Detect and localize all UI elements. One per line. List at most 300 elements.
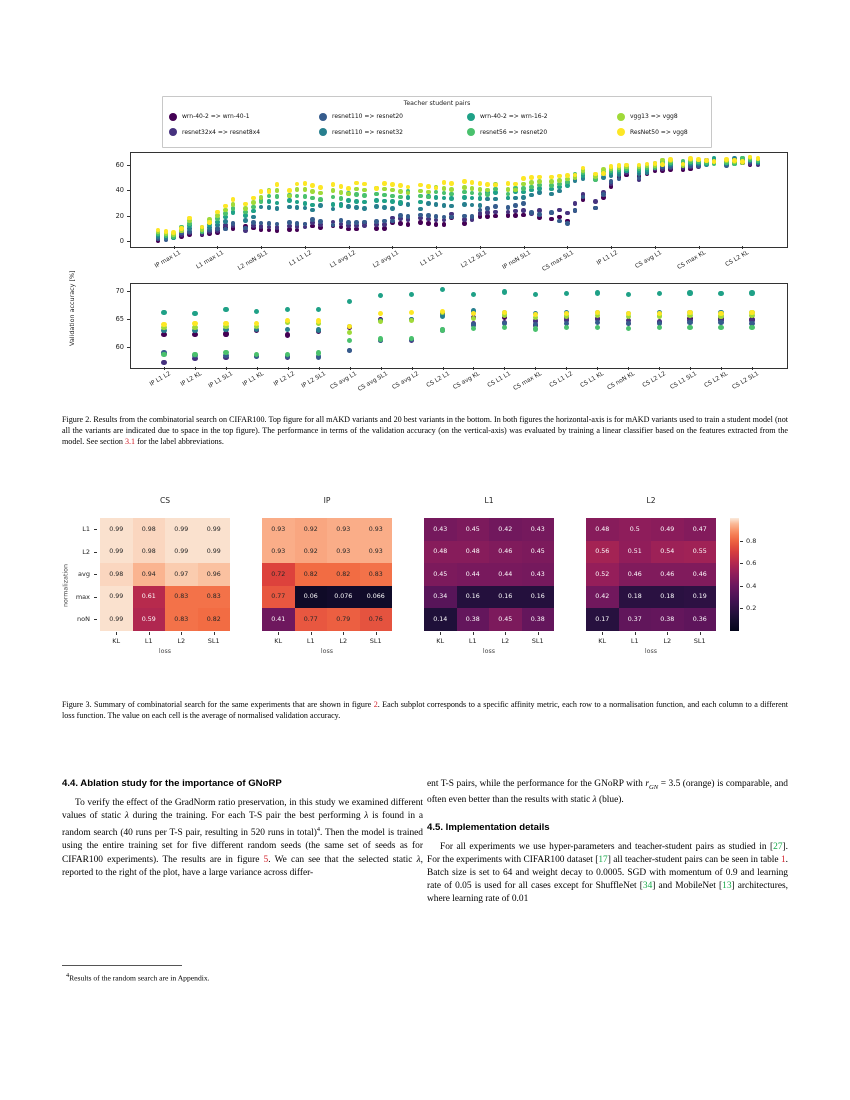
- data-point: [564, 311, 569, 316]
- data-point: [382, 205, 387, 210]
- legend-color-swatch: [169, 128, 177, 136]
- heatmap-x-axis-label: loss: [320, 647, 334, 655]
- data-point: [406, 214, 411, 219]
- heatmap-cell: 0.51: [619, 541, 652, 564]
- heatmap-cell: 0.16: [457, 586, 490, 609]
- data-point: [617, 163, 622, 168]
- heatmap-x-tick-mark: [376, 632, 377, 635]
- data-point: [251, 215, 256, 220]
- colorbar-tick-mark: [740, 608, 743, 609]
- section-reference[interactable]: 3.1: [124, 437, 136, 447]
- x-tick-label: IP L2 L2: [272, 371, 296, 388]
- heatmap-x-tick-mark: [473, 632, 474, 635]
- text-run: For all experiments we use hyper-parameters and teacher-student pairs as studied in [: [440, 842, 774, 853]
- data-point: [462, 221, 467, 226]
- x-tick-label: CS avg SL1: [356, 371, 389, 393]
- heatmap-cell: 0.83: [165, 608, 198, 631]
- data-point: [354, 181, 359, 186]
- data-point: [521, 186, 526, 191]
- data-point: [303, 187, 308, 192]
- data-point: [593, 206, 598, 211]
- data-point: [398, 200, 403, 205]
- text-run: To verify the effect of the GradNorm ratio preservation, in this study we examined different values of static: [62, 798, 423, 822]
- heatmap-cell: 0.16: [522, 586, 555, 609]
- heatmap-cell: 0.72: [262, 563, 295, 586]
- paragraph-4-4: [62, 797, 423, 880]
- heatmap-cell: 0.98: [133, 541, 166, 564]
- heatmap-x-tick-mark: [538, 632, 539, 635]
- heatmap-cell: 0.54: [651, 541, 684, 564]
- caption-text: Figure 2. Results from the combinatorial search on CIFAR100. Top figure for all mAKD variants and 20 best variants in the bottom. In both figures the horizontal-axis is for mAKD variants used to train a student model (not all the variants are indicated due to space in the top figure). The performance in terms of the validation accuracy (on the vertical-axis) was evaluated by training a linear classifier based on the features extracted from the model. See section: [62, 415, 788, 447]
- citation-17[interactable]: 17: [598, 855, 608, 866]
- heatmap-cell: 0.99: [165, 518, 198, 541]
- data-point: [362, 200, 367, 205]
- data-point: [485, 206, 490, 211]
- x-tick-mark: [381, 367, 382, 370]
- heatmap-x-tick-mark: [116, 632, 117, 635]
- data-point: [223, 204, 228, 209]
- x-tick-label: CS L2 L2: [641, 371, 668, 390]
- data-point: [533, 312, 538, 317]
- data-point: [426, 221, 431, 226]
- heatmap-cell: 0.44: [457, 563, 490, 586]
- caption-text: . Each subplot corresponds to a specific affinity metric, each row to a normalisation function, and each column to a different loss function. The value on each cell is the average of normalised validation accuracy.: [62, 700, 788, 721]
- data-point: [275, 201, 280, 206]
- data-point: [339, 184, 344, 189]
- footnote-marker[interactable]: 4: [316, 826, 320, 834]
- data-point: [318, 191, 323, 196]
- data-point: [493, 187, 498, 192]
- data-point: [295, 221, 300, 226]
- data-point: [287, 194, 292, 199]
- text-run: , reported to the right of the plot, have a large variance across differ-: [62, 854, 423, 878]
- y-tick-label: 40: [115, 186, 124, 195]
- x-tick-label: L2 L2 SL1: [460, 250, 488, 270]
- y-tick-mark: [127, 216, 130, 217]
- heatmap-cell: 0.82: [198, 608, 231, 631]
- data-point: [478, 196, 483, 201]
- data-point: [331, 202, 336, 207]
- x-tick-label: L2 noN SL1: [237, 250, 270, 272]
- heatmap-cell: 0.98: [133, 518, 166, 541]
- heatmap-x-tick-mark: [278, 632, 279, 635]
- data-point: [549, 210, 554, 215]
- data-point: [502, 325, 507, 330]
- heatmap-cell: 0.41: [262, 608, 295, 631]
- x-tick-mark: [721, 367, 722, 370]
- heatmap-y-tick-mark: [94, 552, 97, 553]
- heatmap-cell: 0.47: [684, 518, 717, 541]
- footnote-text: [66, 971, 426, 984]
- paragraph-4-5: [427, 841, 788, 906]
- legend-column: [169, 111, 319, 138]
- x-tick-mark: [752, 367, 753, 370]
- data-point: [347, 348, 352, 353]
- data-point: [749, 325, 754, 330]
- x-tick-mark: [349, 246, 350, 249]
- legend-color-swatch: [617, 128, 625, 136]
- x-tick-mark: [436, 246, 437, 249]
- data-point: [316, 318, 321, 323]
- data-point: [418, 207, 423, 212]
- data-point: [374, 198, 379, 203]
- legend-label: wrn-40-2 => wrn-16-2: [480, 113, 548, 120]
- data-point: [529, 210, 534, 215]
- data-point: [354, 205, 359, 210]
- data-point: [251, 196, 256, 201]
- data-point: [718, 311, 723, 316]
- data-point: [179, 226, 184, 231]
- figure-2: [62, 96, 788, 396]
- legend-item[interactable]: [617, 127, 709, 138]
- data-point: [223, 307, 228, 312]
- heatmap-cell: 0.48: [457, 541, 490, 564]
- legend-item[interactable]: [169, 127, 319, 138]
- data-point: [418, 183, 423, 188]
- data-point: [756, 156, 761, 161]
- heatmap-y-tick-mark: [94, 574, 97, 575]
- data-point: [287, 205, 292, 210]
- data-point: [513, 213, 518, 218]
- data-point: [442, 186, 447, 191]
- heatmap-title-l1: L1: [484, 496, 494, 505]
- x-tick-mark: [305, 246, 306, 249]
- data-point: [275, 206, 280, 211]
- heatmap-cell: 0.38: [522, 608, 555, 631]
- heatmap-cell: 0.99: [100, 608, 133, 631]
- data-point: [223, 331, 228, 336]
- x-tick-mark: [350, 367, 351, 370]
- data-point: [318, 203, 323, 208]
- data-point: [521, 208, 526, 213]
- legend-color-swatch: [467, 113, 475, 121]
- data-point: [449, 187, 454, 192]
- x-tick-mark: [217, 246, 218, 249]
- data-point: [595, 290, 600, 295]
- text-run: during the training. For each T-S pair the best performing: [128, 811, 365, 822]
- data-point: [593, 199, 598, 204]
- data-point: [718, 325, 723, 330]
- data-point: [378, 311, 383, 316]
- data-point: [346, 198, 351, 203]
- data-point: [362, 206, 367, 211]
- heatmap-cell: 0.61: [133, 586, 166, 609]
- data-point: [549, 179, 554, 184]
- data-point: [565, 221, 570, 226]
- data-point: [626, 326, 631, 331]
- data-point: [595, 325, 600, 330]
- heatmap-col-label: SL1: [369, 636, 382, 645]
- heatmap-cell: 0.99: [100, 586, 133, 609]
- data-point: [295, 205, 300, 210]
- heatmap-cell: 0.18: [619, 586, 652, 609]
- data-point: [223, 350, 228, 355]
- data-point: [557, 208, 562, 213]
- x-tick-mark: [443, 367, 444, 370]
- data-point: [231, 197, 236, 202]
- text-run: (orange) is comparable, and often even better than the results with static: [427, 779, 788, 805]
- legend-color-swatch: [467, 128, 475, 136]
- heatmap-cell: 0.36: [684, 608, 717, 631]
- data-point: [565, 173, 570, 178]
- y-tick-mark: [127, 165, 130, 166]
- heatmap-cell: 0.44: [489, 563, 522, 586]
- data-point: [657, 311, 662, 316]
- data-point: [287, 188, 292, 193]
- data-point: [687, 310, 692, 315]
- heatmap-cell: 0.46: [619, 563, 652, 586]
- x-tick-label: IP L1 L2: [149, 371, 173, 388]
- text-run: . Batch size is set to 64 and weight decay to 0.0005. SGD with momentum of 0.9 and learning rate of 0.05 is used for all cases except for ShuffleNet [: [427, 855, 788, 892]
- data-point: [243, 218, 248, 223]
- heatmap-cell: 0.16: [489, 586, 522, 609]
- heatmap-cell: 0.37: [619, 608, 652, 631]
- data-point: [287, 220, 292, 225]
- legend-item[interactable]: [617, 111, 709, 122]
- data-point: [354, 199, 359, 204]
- text-run: ] architectures, where learning rate of 0.01: [427, 881, 789, 905]
- data-point: [718, 291, 723, 296]
- section-heading-4-5: 4.5. Implementation details: [427, 822, 550, 834]
- legend-color-swatch: [319, 113, 327, 121]
- legend-label: ResNet50 => vgg8: [630, 128, 688, 136]
- heatmap-cell: 0.46: [489, 541, 522, 564]
- y-tick-mark: [127, 319, 130, 320]
- data-point: [537, 212, 542, 217]
- x-tick-label: CS noN KL: [606, 371, 637, 392]
- heatmap-cell: 0.82: [295, 563, 328, 586]
- heatmap-cell: 0.43: [522, 563, 555, 586]
- data-point: [740, 159, 745, 164]
- x-tick-mark: [195, 367, 196, 370]
- footnote-rule: [62, 965, 182, 966]
- data-point: [267, 189, 272, 194]
- data-point: [462, 190, 467, 195]
- x-tick-mark: [392, 246, 393, 249]
- data-point: [171, 230, 176, 235]
- lambda-symbol: λ: [124, 811, 129, 822]
- heatmap-col-label: KL: [598, 636, 607, 645]
- x-tick-label: IP noN SL1: [501, 250, 532, 271]
- heatmap-cell: 0.43: [522, 518, 555, 541]
- data-point: [310, 189, 315, 194]
- heatmap-cell: 0.49: [651, 518, 684, 541]
- heatmap-col-label: L2: [339, 636, 348, 645]
- legend-item[interactable]: [467, 111, 617, 122]
- caption-text: for the label abbreviations.: [135, 437, 224, 447]
- x-tick-mark: [742, 246, 743, 249]
- heatmap-cell: 0.93: [327, 518, 360, 541]
- data-point: [251, 209, 256, 214]
- data-point: [398, 221, 403, 226]
- data-point: [161, 352, 166, 357]
- data-point: [231, 210, 236, 215]
- heatmap-cell: 0.076: [327, 586, 360, 609]
- heatmap-cell: 0.066: [360, 586, 393, 609]
- data-point: [502, 310, 507, 315]
- y-tick-label: 0: [119, 236, 124, 245]
- data-point: [493, 197, 498, 202]
- data-point: [418, 213, 423, 218]
- text-run: ] all teacher-student pairs can be seen in table: [607, 855, 781, 866]
- heatmap-cell: 0.43: [424, 518, 457, 541]
- heatmap-row-label: max: [75, 592, 90, 601]
- legend-item[interactable]: [319, 111, 467, 122]
- data-point: [426, 190, 431, 195]
- data-point: [267, 221, 272, 226]
- data-point: [668, 157, 673, 162]
- data-point: [609, 179, 614, 184]
- heatmap-col-label: KL: [274, 636, 283, 645]
- data-point: [398, 213, 403, 218]
- x-tick-mark: [288, 367, 289, 370]
- legend-column: [617, 111, 709, 138]
- data-point: [339, 203, 344, 208]
- heatmap-col-label: KL: [436, 636, 445, 645]
- y-tick-label: 20: [115, 211, 124, 220]
- data-point: [251, 220, 256, 225]
- heatmap-cell: 0.83: [165, 586, 198, 609]
- data-point: [493, 204, 498, 209]
- heatmap-cell: 0.18: [651, 586, 684, 609]
- data-point: [749, 290, 754, 295]
- data-point: [462, 179, 467, 184]
- data-point: [442, 203, 447, 208]
- data-point: [537, 179, 542, 184]
- legend-item[interactable]: [319, 127, 467, 138]
- x-tick-mark: [480, 246, 481, 249]
- data-point: [537, 190, 542, 195]
- x-tick-label: CS L2 KL: [724, 250, 751, 269]
- heatmap-cell: 0.42: [586, 586, 619, 609]
- data-point: [513, 203, 518, 208]
- data-point: [398, 189, 403, 194]
- table-reference-1[interactable]: 1: [780, 855, 786, 866]
- x-tick-label: CS avg L1: [634, 250, 663, 270]
- y-tick-mark: [127, 190, 130, 191]
- text-run: = 3.5: [658, 779, 681, 789]
- data-point: [470, 214, 475, 219]
- data-point: [161, 360, 166, 365]
- caption-text: Figure 3. Summary of combinatorial search for the same experiments that are shown in figure: [62, 700, 374, 709]
- heatmap-col-label: L1: [468, 636, 477, 645]
- heatmap-cell: 0.17: [586, 608, 619, 631]
- heatmap-x-tick-mark: [700, 632, 701, 635]
- heatmap-x-tick-mark: [505, 632, 506, 635]
- data-point: [354, 192, 359, 197]
- citation-34[interactable]: 34: [642, 881, 653, 892]
- data-point: [339, 196, 344, 201]
- data-point: [653, 161, 658, 166]
- data-point: [478, 187, 483, 192]
- x-tick-label: L2 avg L1: [372, 250, 401, 270]
- heatmap-col-label: SL1: [693, 636, 706, 645]
- x-tick-mark: [174, 246, 175, 249]
- x-tick-mark: [504, 367, 505, 370]
- figure-reference[interactable]: 2: [373, 700, 378, 709]
- data-point: [362, 188, 367, 193]
- y-tick-mark: [127, 241, 130, 242]
- heatmap-cell: 0.55: [684, 541, 717, 564]
- legend-label: resnet110 => resnet20: [332, 113, 403, 120]
- colorbar-tick-label: 0.4: [746, 581, 757, 590]
- x-tick-label: CS L2 KL: [703, 371, 730, 390]
- data-point: [485, 182, 490, 187]
- heatmap-cell: 0.83: [198, 586, 231, 609]
- citation-13[interactable]: 13: [722, 881, 732, 892]
- legend-item[interactable]: [467, 127, 617, 138]
- data-point: [593, 172, 598, 177]
- data-point: [362, 193, 367, 198]
- data-point: [192, 311, 197, 316]
- x-tick-label: IP L1 L2: [596, 250, 620, 267]
- x-tick-mark: [226, 367, 227, 370]
- data-point: [478, 203, 483, 208]
- data-point: [565, 211, 570, 216]
- data-point: [470, 186, 475, 191]
- x-tick-mark: [524, 246, 525, 249]
- data-point: [390, 194, 395, 199]
- x-tick-mark: [473, 367, 474, 370]
- data-point: [506, 205, 511, 210]
- figure2-legend: [162, 96, 712, 148]
- heatmap-x-tick-mark: [311, 632, 312, 635]
- data-point: [164, 229, 169, 234]
- x-tick-mark: [611, 246, 612, 249]
- heatmap-cell: 0.45: [489, 608, 522, 631]
- heatmap-l1: [424, 518, 554, 631]
- data-point: [161, 310, 166, 315]
- heatmap-cell: 0.34: [424, 586, 457, 609]
- heatmap-cell: 0.14: [424, 608, 457, 631]
- x-tick-label: IP L1 KL: [241, 371, 265, 388]
- data-point: [426, 184, 431, 189]
- heatmap-cell: 0.19: [684, 586, 717, 609]
- x-tick-label: CS L2 SL1: [731, 371, 760, 391]
- x-tick-mark: [261, 246, 262, 249]
- x-tick-mark: [412, 367, 413, 370]
- heatmap-y-tick-mark: [94, 597, 97, 598]
- legend-column: [319, 111, 467, 138]
- heatmap-col-label: SL1: [207, 636, 220, 645]
- heatmap-cell: 0.93: [360, 541, 393, 564]
- data-point: [426, 195, 431, 200]
- legend-item[interactable]: [169, 111, 319, 122]
- heatmap-cell: 0.99: [100, 518, 133, 541]
- heatmap-x-tick-mark: [440, 632, 441, 635]
- figure-reference-5[interactable]: 5: [263, 854, 269, 865]
- data-point: [529, 185, 534, 190]
- data-point: [660, 162, 665, 167]
- heatmap-col-label: L2: [177, 636, 186, 645]
- lambda-symbol: λ: [416, 854, 421, 865]
- citation-27[interactable]: 27: [773, 842, 783, 853]
- data-point: [310, 203, 315, 208]
- legend-color-swatch: [169, 113, 177, 121]
- footnote-number: 4: [66, 972, 70, 979]
- data-point: [426, 201, 431, 206]
- colorbar-tick-label: 0.6: [746, 559, 757, 567]
- x-tick-label: IP L2 SL1: [300, 371, 327, 390]
- data-point: [390, 199, 395, 204]
- data-point: [609, 164, 614, 169]
- heatmap-cell: 0.46: [684, 563, 717, 586]
- data-point: [310, 217, 315, 222]
- legend-title: Teacher student pairs: [403, 100, 471, 107]
- data-point: [346, 204, 351, 209]
- data-point: [318, 219, 323, 224]
- legend-color-swatch: [319, 128, 327, 136]
